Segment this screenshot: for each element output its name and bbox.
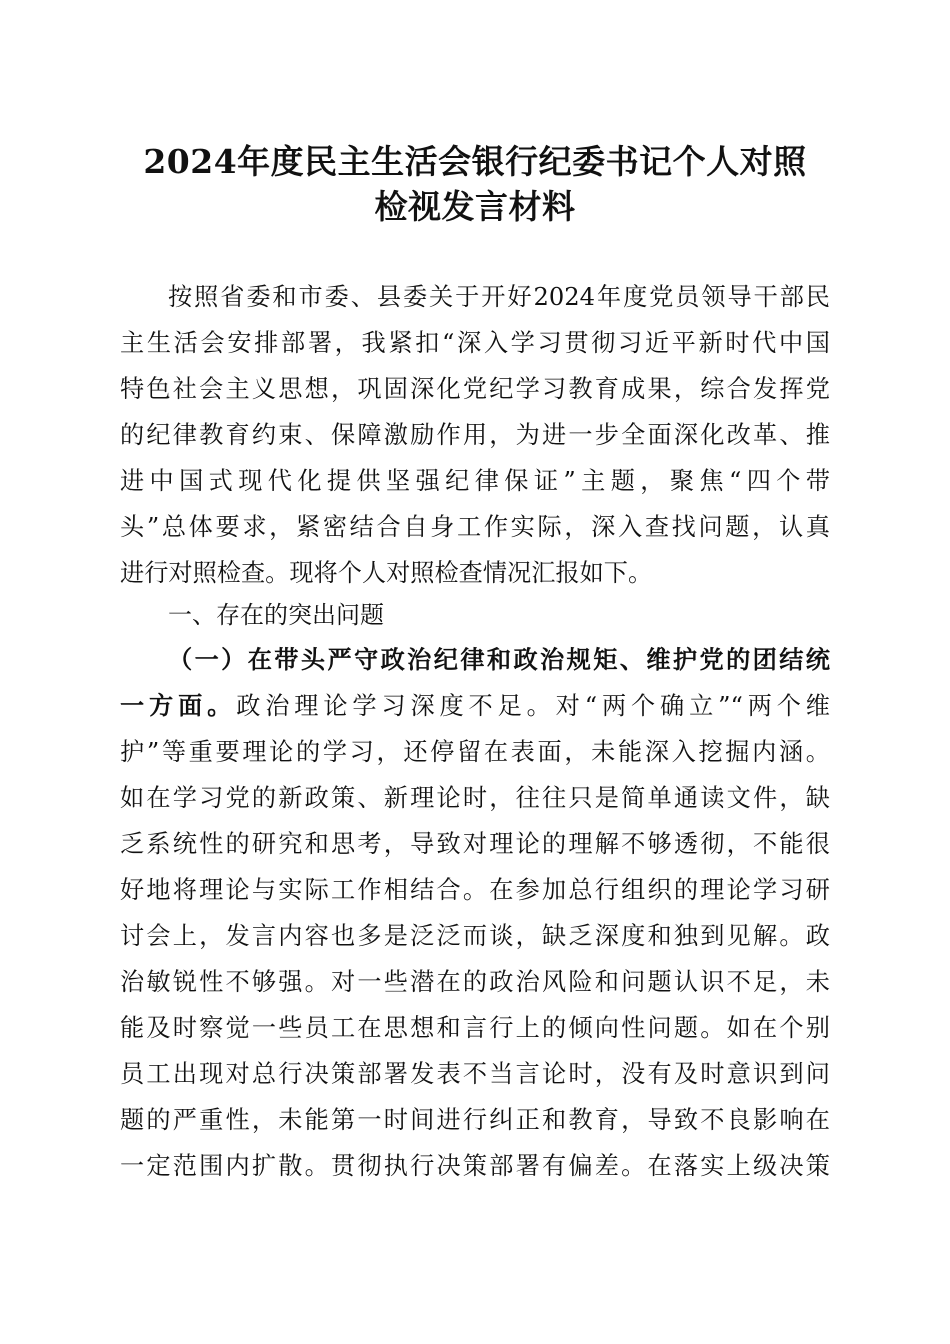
intro-line: 的纪律教育约束、保障激励作用，为进一步全面深化改革、推 [120, 421, 830, 449]
body-line: 能及时察觉一些员工在思想和言行上的倾向性问题。如在个别 [120, 1014, 830, 1042]
body-line: 如在学习党的新政策、新理论时，往往只是简单通读文件，缺 [120, 784, 830, 812]
body-line: 治敏锐性不够强。对一些潜在的政治风险和问题认识不足，未 [120, 968, 830, 996]
body-line: 乏系统性的研究和思考，导致对理论的理解不够透彻，不能很 [120, 830, 830, 858]
document-title-line-2: 检视发言材料 [374, 187, 576, 226]
intro-line: 头”总体要求，紧密结合自身工作实际，深入查找问题，认真 [120, 513, 830, 541]
document-title-line-1: 2024年度民主生活会银行纪委书记个人对照 [143, 142, 807, 181]
subsection-heading-part-1: （一）在带头严守政治纪律和政治规矩、维护党的团结统 [168, 645, 830, 674]
body-line: 员工出现对总行决策部署发表不当言论时，没有及时意识到问 [120, 1060, 830, 1088]
body-line: 一定范围内扩散。贯彻执行决策部署有偏差。在落实上级决策 [120, 1152, 830, 1180]
intro-line: 特色社会主义思想，巩固深化党纪学习教育成果，综合发挥党 [120, 375, 830, 403]
body-line-segment: 政治理论学习深度不足。对“两个确立”“两个维 [236, 692, 830, 720]
subsection-heading-part-2: 一方面。 [120, 691, 237, 720]
intro-line: 进中国式现代化提供坚强纪律保证”主题，聚焦“四个带 [120, 467, 830, 495]
mixed-line [120, 683, 830, 729]
intro-line: 按照省委和市委、县委关于开好2024年度党员领导干部民 [168, 283, 830, 311]
body-line: 题的严重性，未能第一时间进行纠正和教育，导致不良影响在 [120, 1106, 830, 1134]
body-line: 好地将理论与实际工作相结合。在参加总行组织的理论学习研 [120, 876, 830, 904]
section-heading: 一、存在的突出问题 [168, 601, 384, 629]
intro-line: 进行对照检查。现将个人对照检查情况汇报如下。 [120, 559, 653, 587]
intro-line: 主生活会安排部署，我紧扣“深入学习贯彻习近平新时代中国 [120, 329, 830, 357]
body-line: 讨会上，发言内容也多是泛泛而谈，缺乏深度和独到见解。政 [120, 922, 830, 950]
body-line: 护”等重要理论的学习，还停留在表面，未能深入挖掘内涵。 [120, 738, 830, 766]
